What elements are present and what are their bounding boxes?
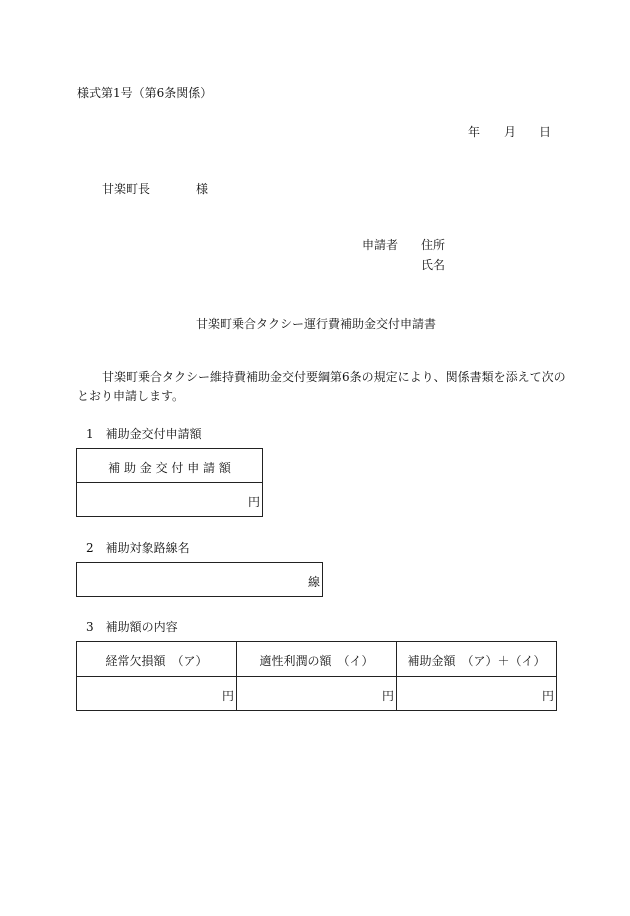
applicant-label: 申請者 xyxy=(362,238,399,252)
application-amount-unit: 円 xyxy=(247,495,260,509)
route-name-table xyxy=(76,562,323,597)
form-number: 様式第1号（第6条関係） xyxy=(77,86,213,100)
addressee-honorific: 様 xyxy=(196,182,209,196)
application-amount-header: 補 助 金 交 付 申 請 額 xyxy=(108,461,231,475)
date-month-label: 月 xyxy=(504,125,517,139)
table-divider xyxy=(77,676,556,677)
date-year-label: 年 xyxy=(468,125,481,139)
section3-heading: 3 補助額の内容 xyxy=(86,620,178,634)
operating-loss-unit: 円 xyxy=(221,689,234,703)
subsidy-total-unit: 円 xyxy=(541,689,554,703)
table-divider xyxy=(77,482,262,483)
applicant-name-label: 氏名 xyxy=(421,258,446,272)
column-header-appropriate-profit: 適性利潤の額 （イ） xyxy=(259,654,374,668)
section1-heading: 1 補助金交付申請額 xyxy=(86,427,202,441)
body-line-1: 甘楽町乗合タクシー維持費補助金交付要綱第6条の規定により、関係書類を添えて次の xyxy=(102,370,566,384)
document-title: 甘楽町乗合タクシー運行費補助金交付申請書 xyxy=(196,317,437,331)
route-name-unit: 線 xyxy=(307,575,320,589)
subsidy-breakdown-table xyxy=(76,641,557,711)
section2-heading: 2 補助対象路線名 xyxy=(86,541,190,555)
applicant-address-label: 住所 xyxy=(421,238,446,252)
column-header-operating-loss: 経常欠損額 （ア） xyxy=(105,654,208,668)
addressee-title: 甘楽町長 xyxy=(102,182,151,196)
appropriate-profit-unit: 円 xyxy=(381,689,394,703)
column-header-subsidy-total: 補助金額 （ア）＋（イ） xyxy=(407,654,546,668)
date-day-label: 日 xyxy=(539,125,552,139)
body-line-2: とおり申請します。 xyxy=(77,389,185,403)
application-amount-table xyxy=(76,448,263,517)
